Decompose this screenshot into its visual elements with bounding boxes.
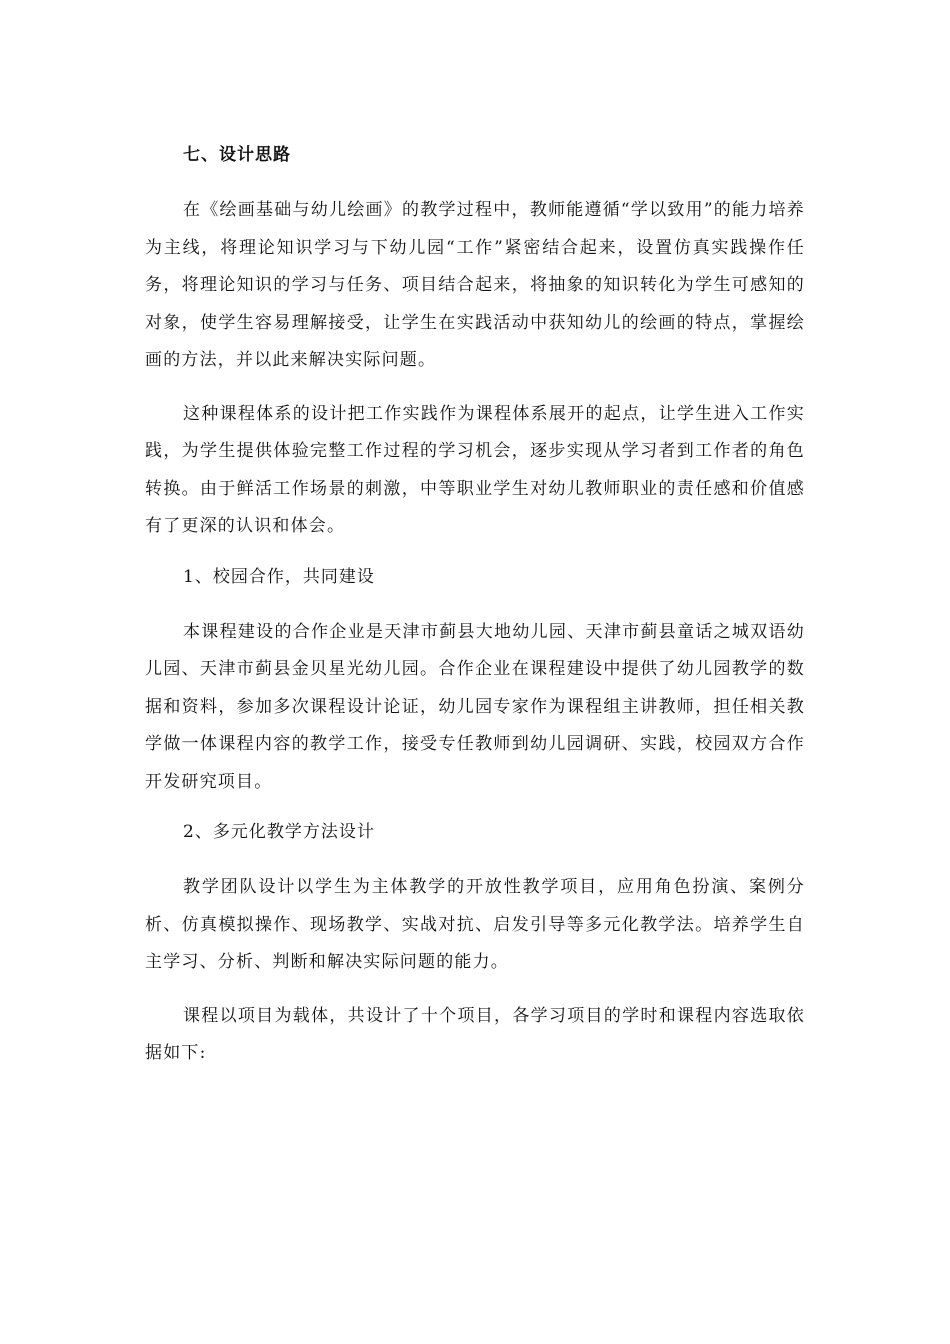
paragraph: 课程以项目为载体，共设计了十个项目，各学习项目的学时和课程内容选取依据如下: [145, 1005, 805, 1063]
paragraph: 在《绘画基础与幼儿绘画》的教学过程中，教师能遵循“学以致用”的能力培养为主线，将理论知识学习与下幼儿园“工作”紧密结合起来，设置仿真实践操作任务，将理论知识的学习与任务、项目结合起来，将抽象的知识转化为学生可感知的对象，使学生容易理解接受，让学生在实践活动中获知幼儿的绘画的特点，掌握绘画的方法，并以此来解决实际问题。 [145, 200, 805, 370]
subsection-heading: 2、多元化教学方法设计 [183, 822, 375, 842]
paragraph: 这种课程体系的设计把工作实践作为课程体系展开的起点，让学生进入工作实践，为学生提供体验完整工作过程的学习机会，逐步实现从学习者到工作者的角色转换。由于鲜活工作场景的刺激，中等职业学生对幼儿教师职业的责任感和价值感有了更深的认识和体会。 [145, 403, 805, 536]
section-heading: 七、设计思路 [183, 145, 291, 165]
paragraph: 本课程建设的合作企业是天津市蓟县大地幼儿园、天津市蓟县童话之城双语幼儿园、天津市蓟县金贝星光幼儿园。合作企业在课程建设中提供了幼儿园教学的数据和资料，参加多次课程设计论证，幼儿园专家作为课程组主讲教师，担任相关教学做一体课程内容的教学工作，接受专任教师到幼儿园调研、实践，校园双方合作开发研究项目。 [145, 621, 805, 792]
document-body [145, 140, 805, 1089]
subsection-heading: 1、校园合作，共同建设 [183, 566, 375, 587]
paragraph: 教学团队设计以学生为主体教学的开放性教学项目，应用角色扮演、案例分析、仿真模拟操作、现场教学、实战对抗、启发引导等多元化教学法。培养学生自主学习、分析、判断和解决实际问题的能力。 [145, 877, 805, 972]
